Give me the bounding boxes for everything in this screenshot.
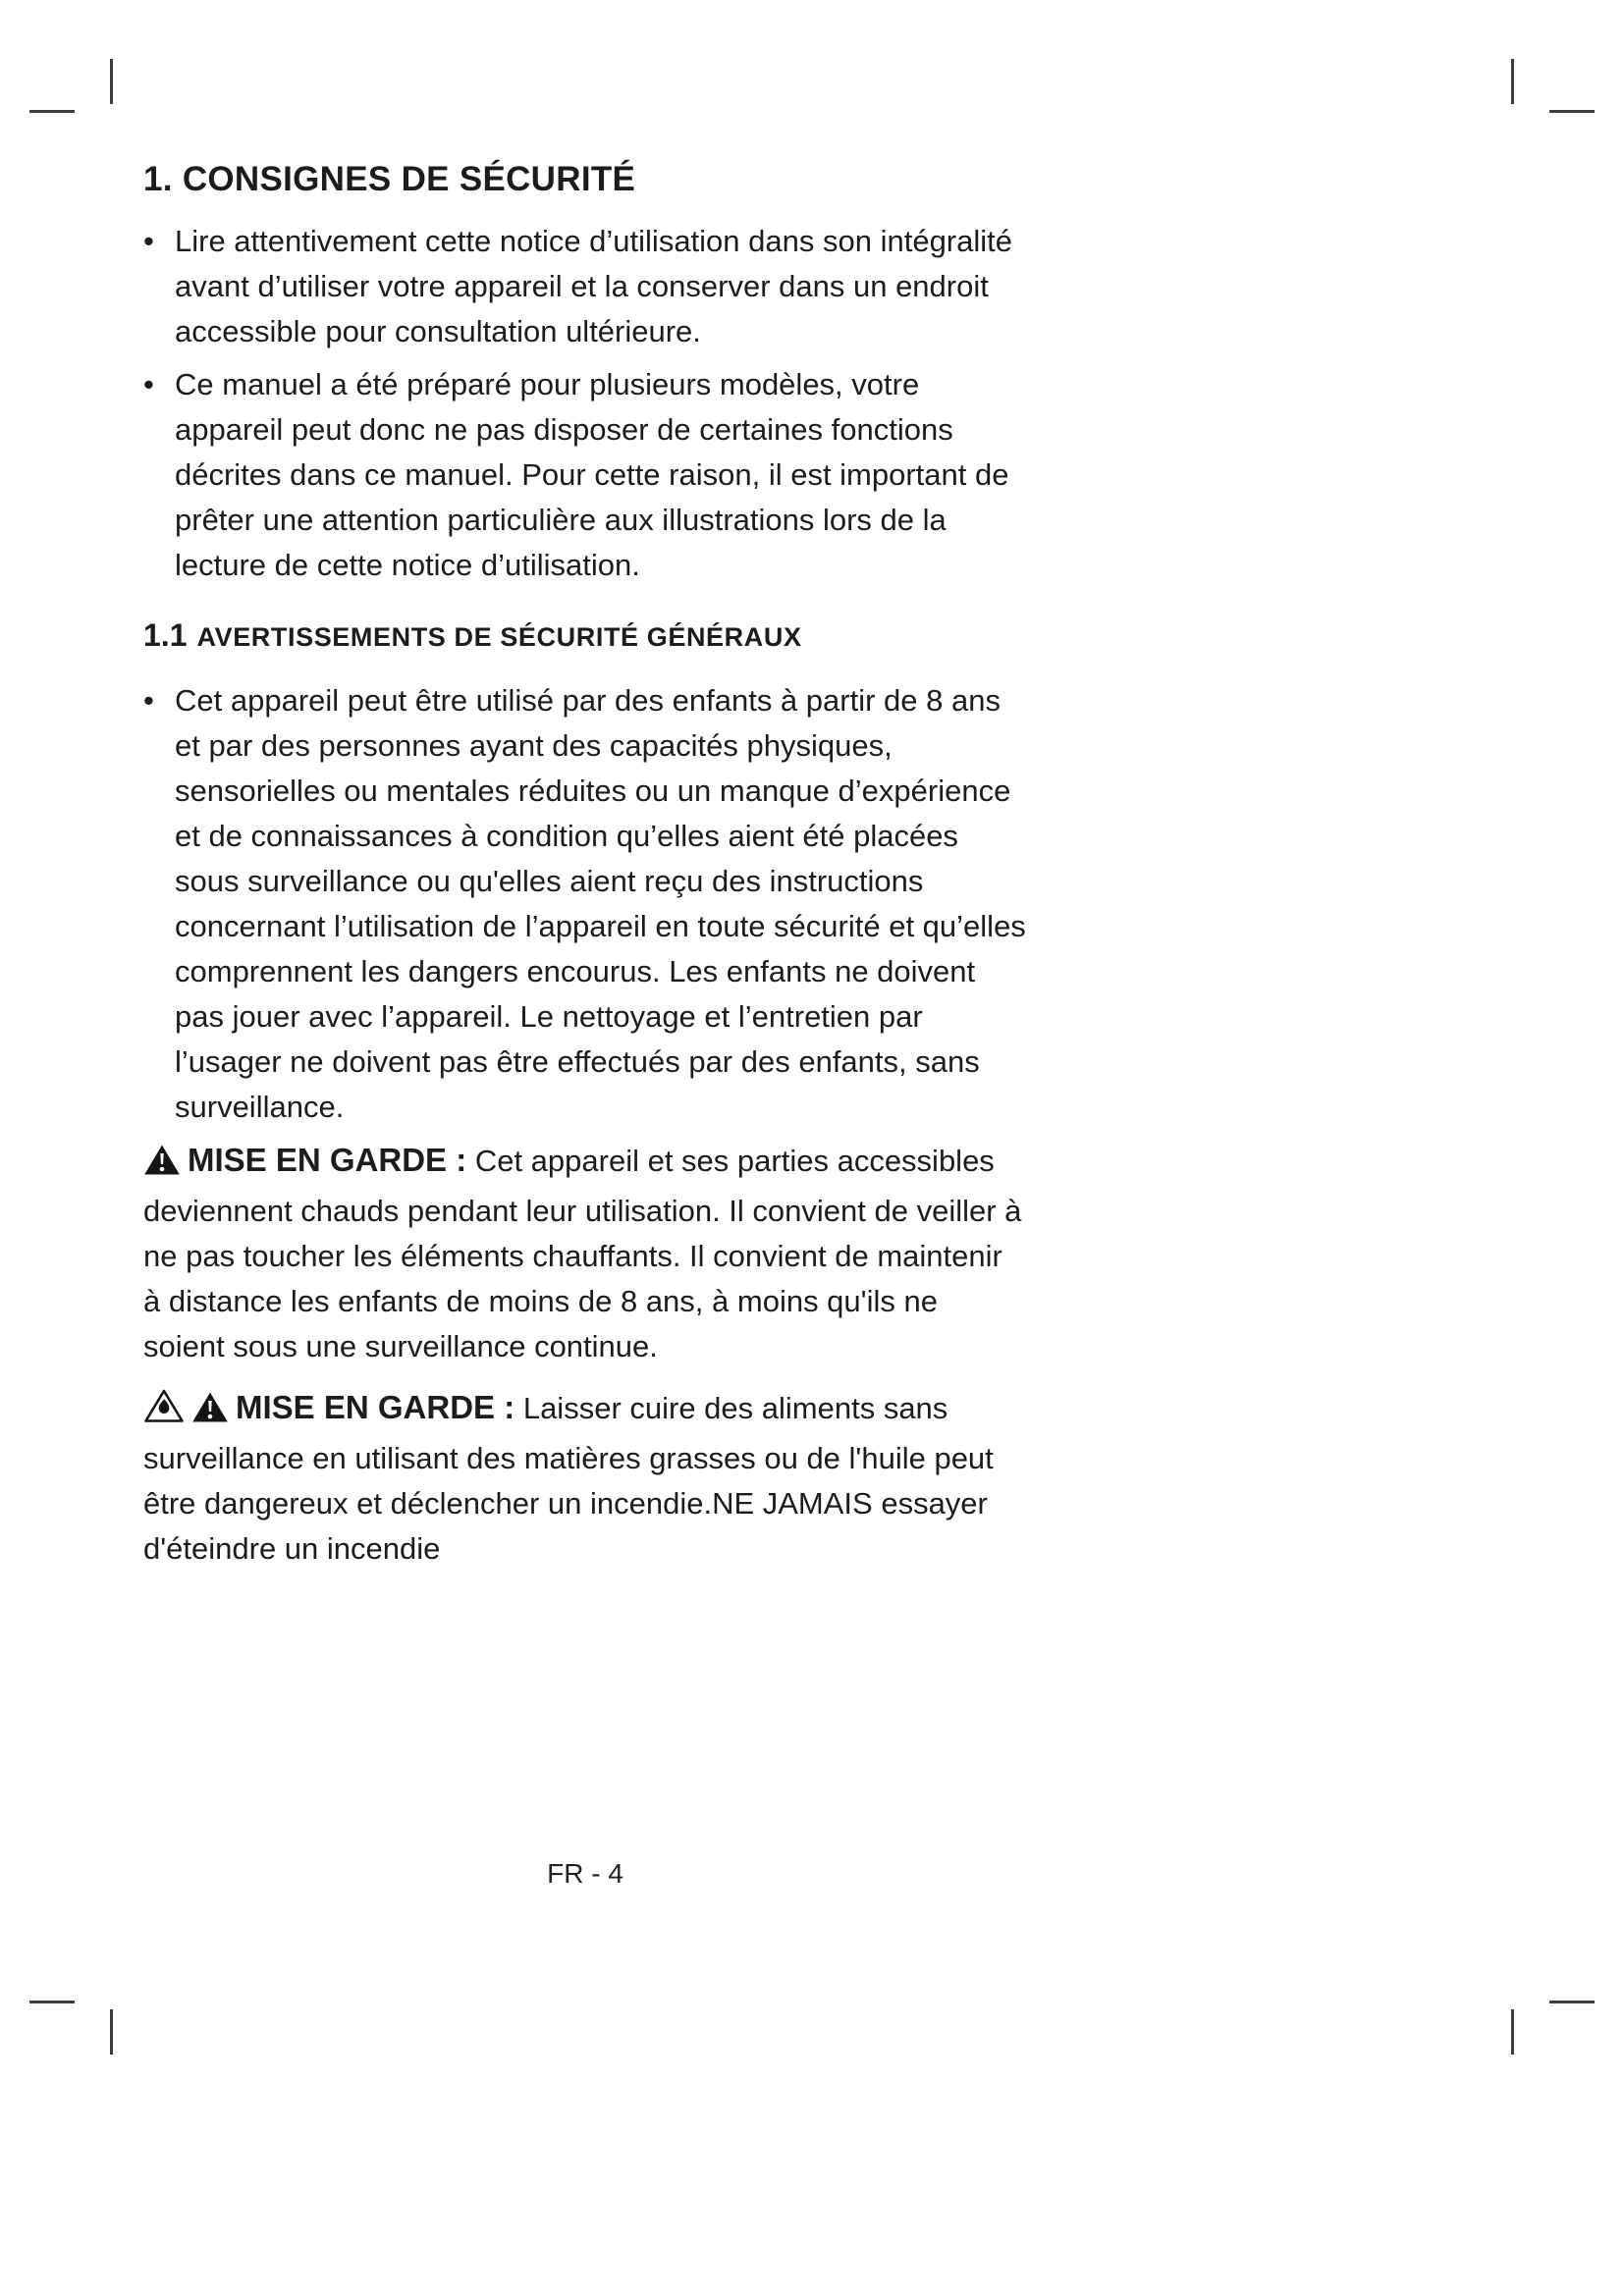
warning-label: MISE EN GARDE : [236,1389,515,1425]
intro-bullet-2 [143,362,1027,588]
page-title: 1. CONSIGNES DE SÉCURITÉ [143,160,636,198]
warning-text: Cet appareil et ses parties accessibles deviennent chauds pendant leur utilisation. Il convient de veiller à ne pas toucher les éléments chauffants. Il convient de maintenir à distance les enfants de moins de 8 ans, à moins qu'ils ne soient sous une surveillance continue. [143,1144,1022,1363]
warning-triangle-icon [143,1144,181,1189]
crop-mark-bottom-left-vertical [110,2009,113,2055]
crop-mark-bottom-right-horizontal [1549,2001,1595,2003]
section-title: AVERTISSEMENTS DE SÉCURITÉ GÉNÉRAUX [196,622,802,652]
page-content [143,160,1027,1572]
crop-mark-top-right-vertical [1511,59,1514,104]
crop-mark-bottom-right-vertical [1511,2009,1514,2055]
warning-text: Laisser cuire des aliments sans surveillance en utilisant des matières grasses ou de l'huile peut être dangereux et déclencher un incendie.NE JAMAIS essayer d'éteindre un incendie [143,1391,994,1566]
section-bullet-children [143,678,1027,1130]
intro-bullet-1 [143,219,1027,354]
paragraph-text: Ce manuel a été préparé pour plusieurs modèles, votre appareil peut donc ne pas disposer de certaines fonctions décrites dans ce manuel. Pour cette raison, il est important de prêter une attention particulière aux illustrations lors de la lecture de cette notice d’utilisation. [175,367,1009,582]
warning-paragraph-hot-surfaces [143,1138,1027,1369]
crop-mark-top-right-horizontal [1549,110,1595,113]
paragraph-text: Lire attentivement cette notice d’utilisation dans son intégralité avant d’utiliser votre appareil et la conserver dans un endroit accessible pour consultation ultérieure. [175,224,1012,348]
warning-label: MISE EN GARDE : [188,1142,467,1178]
warning-triangle-icon [191,1391,229,1436]
paragraph-text: Cet appareil peut être utilisé par des enfants à partir de 8 ans et par des personnes ayant des capacités physiques, sensorielles ou mentales réduites ou un manque d’expérience et de connaissances à condition qu’elles aient été placées sous surveillance ou qu'elles aient reçu des instructions concernant l’utilisation de l’appareil en toute sécurité et qu’elles comprennent les dangers encourus. Les enfants ne doivent pas jouer avec l’appareil. Le nettoyage et l’entretien par l’usager ne doivent pas être effectués par des enfants, sans surveillance. [175,683,1026,1124]
section-number: 1.1 [143,617,188,653]
warning-paragraph-fire [143,1385,1027,1572]
crop-mark-bottom-left-horizontal [29,2001,75,2003]
page-number: FR - 4 [547,1858,623,1889]
crop-mark-top-left-vertical [110,59,113,104]
section-heading-1-1 [143,614,1027,661]
fire-warning-icon [143,1388,185,1436]
bullet-marker: • [143,224,154,258]
bullet-marker: • [143,683,154,718]
crop-mark-top-left-horizontal [29,110,75,113]
bullet-marker: • [143,367,154,401]
